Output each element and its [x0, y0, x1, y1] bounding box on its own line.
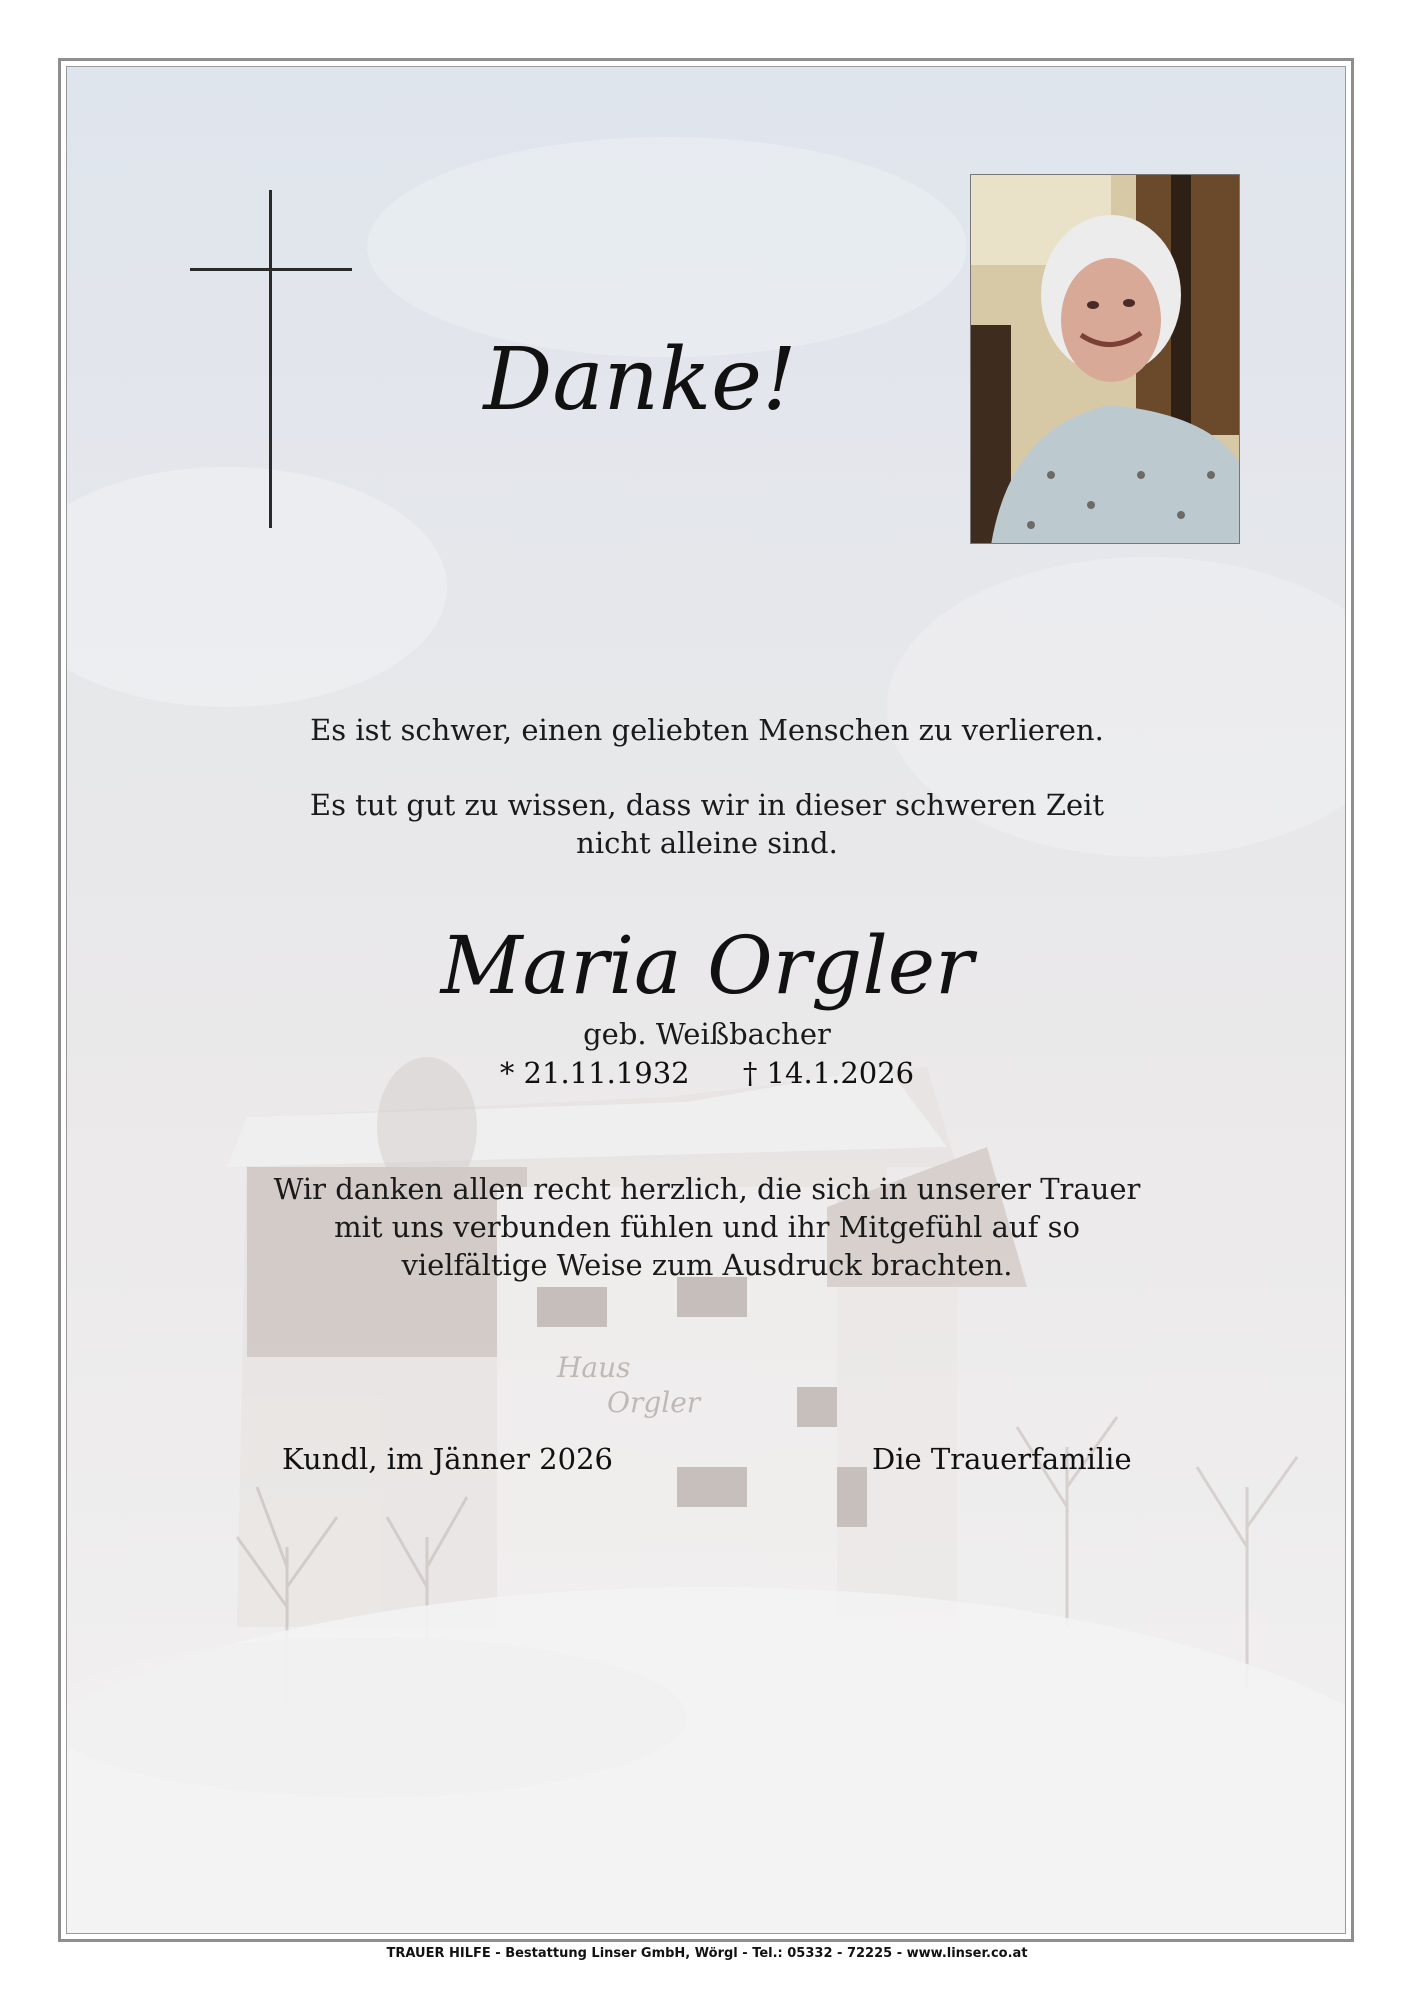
thanks-line-3: vielfältige Weise zum Ausdruck brachten. — [401, 1248, 1013, 1282]
intro-line-1: Es ist schwer, einen geliebten Menschen zu verlieren. — [310, 713, 1104, 747]
intro-line-2: Es tut gut zu wissen, dass wir in dieser schweren Zeit — [309, 788, 1105, 822]
deceased-name: Maria Orgler — [440, 919, 974, 1012]
thanks-line-2: mit uns verbunden fühlen und ihr Mitgefühl auf so — [334, 1210, 1080, 1244]
signature: Die Trauerfamilie — [872, 1442, 1132, 1476]
thanks-line-1: Wir danken allen recht herzlich, die sich in unserer Trauer — [273, 1172, 1141, 1206]
life-dates — [180, 1054, 1234, 1092]
svg-text:Orgler: Orgler — [607, 1386, 701, 1419]
maiden-name: geb. Weißbacher — [583, 1017, 831, 1051]
intro-line-3: nicht alleine sind. — [576, 826, 838, 860]
cross-symbol — [190, 190, 352, 530]
house-sign-text: Haus — [557, 1351, 631, 1384]
footer-funeral-home: TRAUER HILFE - Bestattung Linser GmbH, Wörgl - Tel.: 05332 - 72225 - www.linser.co.at — [386, 1946, 1028, 1961]
death-date: † 14.1.2026 — [742, 1056, 915, 1090]
birth-date: * 21.11.1932 — [499, 1056, 690, 1090]
heading-danke: Danke! — [483, 330, 797, 430]
place-date: Kundl, im Jänner 2026 — [282, 1442, 613, 1476]
portrait-photo — [970, 174, 1240, 544]
